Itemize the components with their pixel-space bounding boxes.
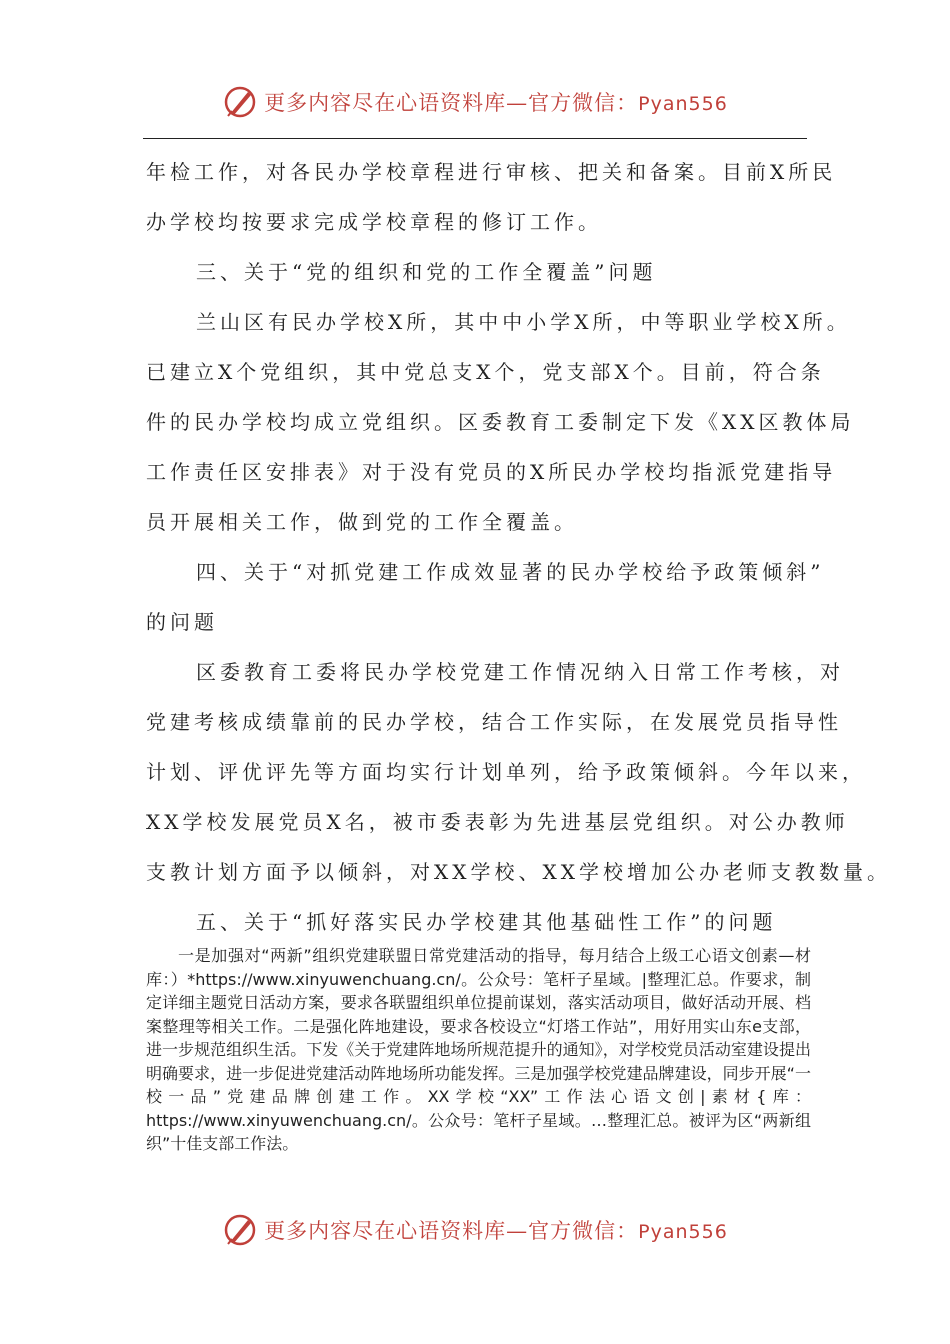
body-line: XX学校发展党员X名，被市委表彰为先进基层党组织。对公办教师 bbox=[146, 810, 849, 834]
body-line: 件的民办学校均成立党组织。区委教育工委制定下发《XX区教体局 bbox=[146, 410, 855, 434]
document-body bbox=[146, 150, 891, 950]
footer-brand: 更多内容尽在心语资料库 bbox=[264, 1219, 507, 1243]
footer-wechat-id: Pyan556 bbox=[638, 1221, 728, 1243]
header-wechat-id: Pyan556 bbox=[638, 93, 728, 115]
section-heading-4-cont: 的问题 bbox=[146, 610, 218, 634]
body-line: 支教计划方面予以倾斜，对XX学校、XX学校增加公办老师支教数量。 bbox=[146, 860, 891, 884]
footer-wechat-label: 官方微信： bbox=[528, 1219, 639, 1243]
footer-brand-text bbox=[264, 1215, 728, 1245]
header-banner bbox=[0, 82, 950, 122]
header-brand: 更多内容尽在心语资料库 bbox=[264, 91, 507, 115]
body-line: 兰山区有民办学校X所，其中中小学X所，中等职业学校X所。 bbox=[196, 310, 851, 334]
section-heading-3: 三、关于“党的组织和党的工作全覆盖”问题 bbox=[196, 260, 657, 284]
section-heading-5: 五、关于“抓好落实民办学校建其他基础性工作”的问题 bbox=[196, 910, 777, 934]
header-wechat-label: 官方微信： bbox=[528, 91, 639, 115]
footer-dash: — bbox=[506, 1219, 529, 1243]
body-line: 区委教育工委将民办学校党建工作情况纳入日常工作考核，对 bbox=[196, 660, 844, 684]
dense-paragraph: 一是加强对“两新”组织党建联盟日常党建活动的指导，每月结合上级工心语文创素—材库：）*https://www.xinyuwenchuang.cn/。公众号：笔杆子星域。|整理汇总。作要求，制定详细主题党日活动方案，要求各联盟组织单位提前谋划，落实活动项目，做好活动开展、档案整理等相关工作。二是强化阵地建设，要求各校设立“灯塔工作站”，用好用实山东e支部，进一步规范组织生活。下发《关于党建阵地场所规范提升的通知》，对学校党员活动室建设提出明确要求，进一步促进党建活动阵地场所功能发挥。三是加强学校党建品牌建设，同步开展“一校一品”党建品牌创建工作。XX学校“XX”工作法心语文创|素材{库：https://www.xinyuwenchuang.cn/。公众号：笔杆子星域。…整理汇总。被评为区“两新组织”十佳支部工作法。 bbox=[146, 946, 811, 1153]
body-line: 党建考核成绩靠前的民办学校，结合工作实际，在发展党员指导性 bbox=[146, 710, 842, 734]
header-brand-text bbox=[264, 87, 728, 117]
dense-paragraph-block bbox=[146, 944, 811, 1156]
header-dash: — bbox=[506, 91, 529, 115]
body-line: 计划、评优评先等方面均实行计划单列，给予政策倾斜。今年以来， bbox=[146, 760, 866, 784]
body-line: 办学校均按要求完成学校章程的修订工作。 bbox=[146, 210, 602, 234]
body-line: 员开展相关工作，做到党的工作全覆盖。 bbox=[146, 510, 578, 534]
body-line: 已建立X个党组织，其中党总支X个，党支部X个。目前，符合条 bbox=[146, 360, 825, 384]
footer-banner bbox=[0, 1210, 950, 1250]
body-line: 工作责任区安排表》对于没有党员的X所民办学校均指派党建指导 bbox=[146, 460, 837, 484]
quill-logo-icon bbox=[222, 1212, 258, 1248]
header-divider bbox=[143, 138, 807, 139]
quill-logo-icon bbox=[222, 84, 258, 120]
section-heading-4: 四、关于“对抓党建工作成效显著的民办学校给予政策倾斜” bbox=[196, 560, 825, 584]
body-line: 年检工作，对各民办学校章程进行审核、把关和备案。目前X所民 bbox=[146, 160, 837, 184]
